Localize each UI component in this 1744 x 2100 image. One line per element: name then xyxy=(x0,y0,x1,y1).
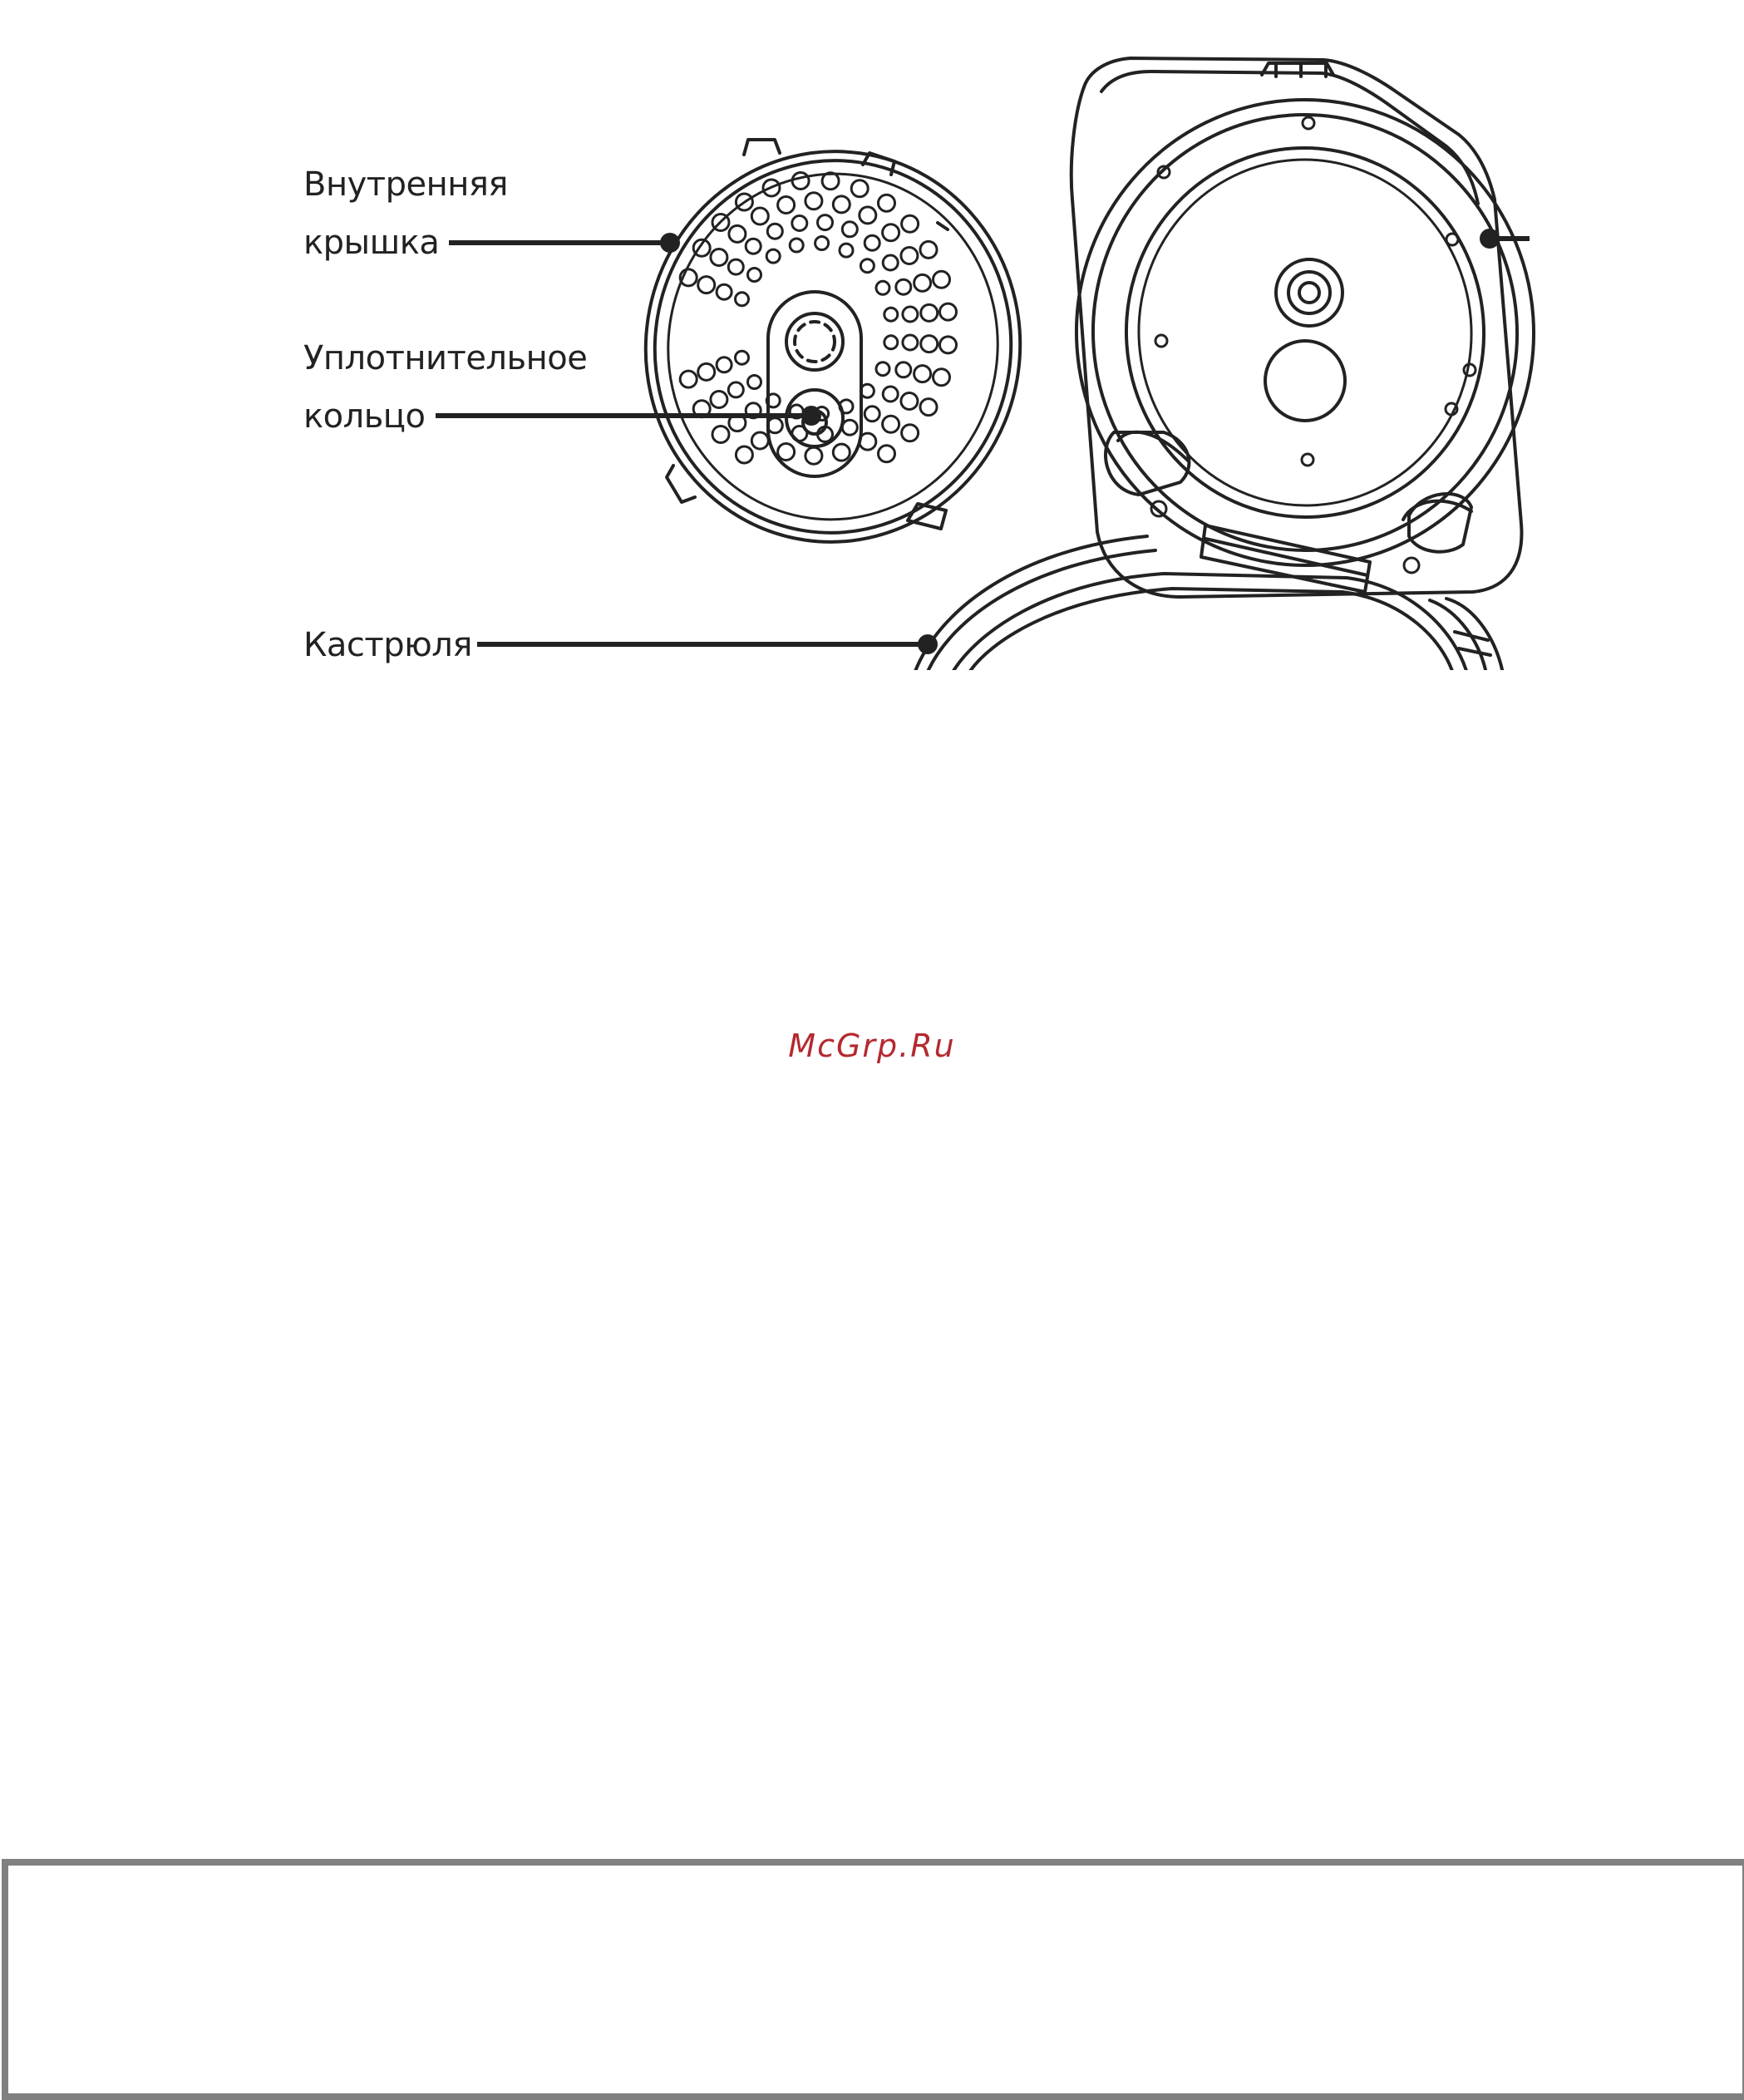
pot-drawing xyxy=(914,536,1503,673)
perforation-hole xyxy=(884,336,898,349)
perforation-hole xyxy=(748,376,761,389)
perforation-hole xyxy=(879,195,895,211)
perforation-hole xyxy=(865,235,879,250)
perforation-hole xyxy=(884,308,898,321)
perforation-hole xyxy=(778,444,795,461)
perforation-hole xyxy=(940,303,957,320)
outer-lid-drawing xyxy=(1061,58,1549,597)
perforation-hole xyxy=(940,337,957,353)
perforation-hole xyxy=(896,279,911,294)
perforation-hole xyxy=(711,392,727,408)
perforation-hole xyxy=(921,304,938,321)
perforation-hole xyxy=(879,446,895,462)
label-seal-ring-line1: Уплотнительное xyxy=(303,339,588,377)
perforation-hole xyxy=(860,433,876,450)
perforation-hole xyxy=(896,362,911,377)
perforation-hole xyxy=(876,362,889,376)
perforation-hole xyxy=(934,271,950,288)
inner-lid-drawing xyxy=(620,127,1045,566)
perforation-hole xyxy=(920,399,937,416)
perforation-hole xyxy=(842,420,857,435)
watermark-text[interactable]: McGrp.Ru xyxy=(788,1028,956,1064)
perforation-hole xyxy=(902,425,919,441)
perforation-hole xyxy=(717,284,732,299)
perforation-hole xyxy=(822,173,839,190)
diagram-drawing xyxy=(0,0,1744,673)
perforation-hole xyxy=(778,197,795,214)
perforation-hole xyxy=(883,387,898,402)
perforation-hole xyxy=(698,277,715,293)
perforation-hole xyxy=(736,446,752,463)
perforation-hole xyxy=(728,259,743,274)
perforation-hole xyxy=(914,274,931,291)
perforation-hole xyxy=(729,225,746,242)
perforation-hole xyxy=(711,249,727,266)
perforation-hole xyxy=(751,432,768,449)
footer-frame xyxy=(2,1859,1744,2100)
perforation-hole xyxy=(767,224,782,239)
perforation-hole xyxy=(901,248,918,264)
perforation-hole xyxy=(728,382,743,397)
perforation-hole xyxy=(680,371,697,387)
perforation-hole xyxy=(818,215,833,230)
perforation-hole xyxy=(903,307,918,322)
perforation-hole xyxy=(805,193,822,210)
perforation-hole xyxy=(921,336,938,352)
perforation-hole xyxy=(792,216,807,231)
perforation-hole xyxy=(790,239,803,252)
perforation-hole xyxy=(860,207,876,224)
label-inner-lid-line1: Внутренняя xyxy=(303,165,508,204)
perforation-hole xyxy=(746,239,761,254)
perforation-hole xyxy=(698,363,715,380)
rice-cooker-diagram xyxy=(0,0,1744,673)
perforation-hole xyxy=(883,224,899,241)
perforation-hole xyxy=(901,393,918,410)
perforation-hole xyxy=(833,444,850,461)
perforation-hole xyxy=(883,416,899,432)
label-inner-lid-line2: крышка xyxy=(303,224,440,262)
perforation-hole xyxy=(902,215,919,232)
label-seal-ring-line2: кольцо xyxy=(303,397,426,436)
perforation-hole xyxy=(840,244,853,257)
perforation-hole xyxy=(736,293,749,306)
perforation-hole xyxy=(903,335,918,350)
perforation-hole xyxy=(792,173,809,190)
perforation-hole xyxy=(934,369,950,386)
perforation-hole xyxy=(712,426,729,443)
perforation-hole xyxy=(865,407,879,421)
perforation-hole xyxy=(860,259,874,273)
label-pot: Кастрюля xyxy=(303,626,472,664)
perforation-hole xyxy=(815,237,829,250)
perforation-hole xyxy=(766,249,780,263)
perforation-hole xyxy=(914,366,931,382)
perforation-hole xyxy=(842,222,857,237)
perforation-hole xyxy=(851,180,868,197)
perforation-hole xyxy=(736,351,749,364)
perforation-hole xyxy=(751,208,768,224)
perforation-hole xyxy=(876,281,889,294)
perforation-hole xyxy=(748,269,761,282)
perforation-hole xyxy=(792,426,807,441)
perforation-hole xyxy=(920,241,937,258)
perforation-hole xyxy=(833,196,850,213)
perforation-hole xyxy=(717,357,732,372)
perforation-hole xyxy=(883,255,898,270)
perforation-hole xyxy=(805,447,822,464)
